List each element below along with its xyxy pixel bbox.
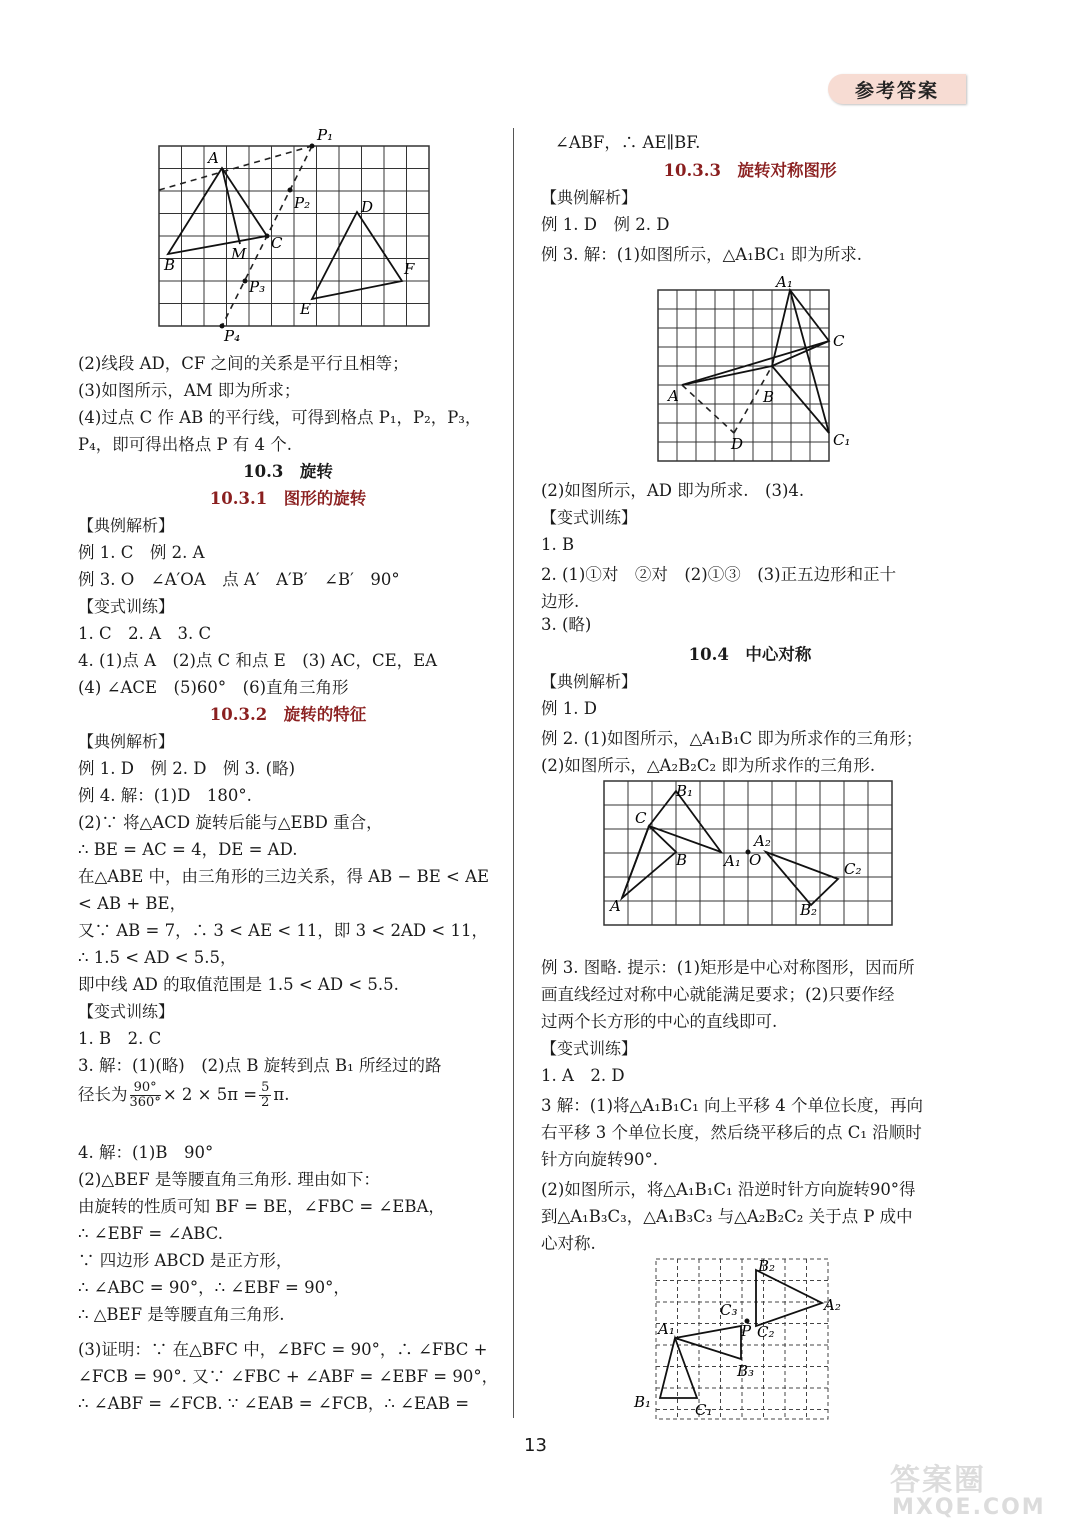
text-line: 例 3. 解：(1)如图所示，△A₁BC₁ 即为所求. — [541, 245, 862, 264]
label-d: D — [731, 435, 744, 453]
page-number: 13 — [524, 1435, 547, 1456]
tag-practice: 【变式训练】 — [541, 1039, 638, 1058]
text-line: 1. C 2. A 3. C — [78, 624, 212, 643]
tag-practice: 【变式训练】 — [541, 508, 638, 527]
text-line: ∴ BE = AC = 4，DE = AD. — [78, 840, 298, 859]
text-line: 4. 解：(1)B 90° — [78, 1143, 214, 1162]
text-line: 例 1. C 例 2. A — [78, 543, 205, 562]
tag-examples: 【典例解析】 — [541, 672, 638, 691]
fraction-90-360 — [130, 1081, 161, 1110]
label-b: B — [676, 851, 688, 869]
text-line: (4)过点 C 作 AB 的平行线，可得到格点 P₁，P₂，P₃， — [78, 408, 482, 427]
text-line: ∴ ∠ABC = 90°，∴ ∠EBF = 90°， — [78, 1278, 350, 1297]
text-line: (4) ∠ACE (5)60° (6)直角三角形 — [78, 678, 349, 697]
label-c1: C₁ — [833, 431, 851, 449]
fraction-denominator: 2 — [261, 1095, 270, 1110]
section-tab-answers: 参考答案 — [828, 74, 966, 104]
label-a1: A₁ — [658, 1320, 675, 1338]
label-b2: B₂ — [758, 1257, 776, 1275]
label-a2: A₂ — [754, 832, 771, 850]
text-line: ∴ ∠ABF = ∠FCB. ∵ ∠EAB = ∠FCB，∴ ∠EAB = — [78, 1394, 470, 1413]
text-line: 1. A 2. D — [541, 1066, 625, 1085]
fraction-5-2 — [259, 1081, 271, 1110]
label-p4: P₄ — [224, 327, 241, 345]
text-line: 例 3. 图略. 提示：(1)矩形是中心对称图形，因而所 — [541, 958, 915, 977]
text-line: 4. (1)点 A (2)点 C 和点 E (3) AC，CE，EA — [78, 651, 438, 670]
figure-translation-grid — [150, 126, 440, 348]
tag-practice: 【变式训练】 — [78, 597, 175, 616]
text-line: 例 4. 解：(1)D 180°. — [78, 786, 252, 805]
label-c: C — [635, 809, 647, 827]
text-line: (3)证明：∵ 在△BFC 中，∠BFC = 90°，∴ ∠FBC + — [78, 1340, 488, 1359]
label-m: M — [231, 245, 247, 263]
tag-practice: 【变式训练】 — [78, 1002, 175, 1021]
fraction-denominator: 360° — [129, 1095, 161, 1110]
text-line: 画直线经过对称中心就能满足要求；(2)只要作经 — [541, 985, 895, 1004]
label-c: C — [271, 234, 283, 252]
text-line: (2)如图所示，将△A₁B₁C₁ 沿逆时针方向旋转90°得 — [541, 1180, 916, 1199]
fraction-numerator: 5 — [261, 1080, 270, 1095]
column-divider — [513, 128, 514, 1418]
text-line: (2)如图所示，△A₂B₂C₂ 即为所求作的三角形. — [541, 756, 876, 775]
text-line: 3. (略) — [541, 615, 592, 634]
tag-examples: 【典例解析】 — [541, 188, 638, 207]
text-line: 例 1. D 例 2. D — [541, 215, 670, 234]
label-a2: A₂ — [824, 1296, 841, 1314]
text-line: ∴ 1.5 < AD < 5.5， — [78, 948, 237, 967]
label-o: O — [749, 851, 762, 869]
fraction-numerator: 90° — [130, 1081, 161, 1096]
label-a: A — [208, 149, 219, 167]
tag-examples: 【典例解析】 — [78, 732, 175, 751]
label-a: A — [610, 897, 621, 915]
label-p2: P₂ — [294, 194, 311, 212]
text-line: 例 1. D 例 2. D 例 3. (略) — [78, 759, 296, 778]
figure-dashed-grid — [630, 1255, 850, 1425]
section-title-10-3-1: 10.3.1 图形的旋转 — [209, 489, 367, 508]
label-a1: A₁ — [776, 273, 793, 291]
text-line: 针方向旋转90°. — [541, 1150, 658, 1169]
label-c1: C₁ — [695, 1401, 713, 1419]
text-line: 即中线 AD 的取值范围是 1.5 < AD < 5.5. — [78, 975, 399, 994]
text-line: 例 2. (1)如图所示，△A₁B₁C 即为所求作的三角形； — [541, 729, 923, 748]
figure-central-symmetry-grid — [598, 775, 898, 935]
text-line: 3. 解：(1)(略) (2)点 B 旋转到点 B₁ 所经过的路 — [78, 1056, 442, 1075]
text-line: 过两个长方形的中心的直线即可. — [541, 1012, 778, 1031]
label-b2: B₂ — [800, 901, 818, 919]
label-b3: B₃ — [737, 1362, 755, 1380]
label-b1: B₁ — [634, 1393, 652, 1411]
text-line: (2)线段 AD，CF 之间的关系是平行且相等； — [78, 354, 409, 373]
text-line: 例 3. O ∠A′OA 点 A′ A′B′ ∠B′ 90° — [78, 570, 400, 589]
text-line: ∵ 四边形 ABCD 是正方形， — [78, 1251, 293, 1270]
text-line: 1. B — [541, 535, 575, 554]
figure-rotation-grid — [640, 268, 860, 468]
text-line: 边形. — [541, 592, 580, 611]
label-f: F — [404, 260, 415, 278]
label-b: B — [164, 256, 176, 274]
formula-middle: × 2 × 5π = — [162, 1085, 258, 1104]
text-line: ∠ABF，∴ AE∥BF. — [555, 133, 701, 152]
label-p: P — [741, 1322, 752, 1340]
label-b1: B₁ — [676, 782, 694, 800]
tag-examples: 【典例解析】 — [78, 516, 175, 535]
label-c3: C₃ — [720, 1301, 738, 1319]
formula-prefix: 径长为 — [78, 1085, 128, 1104]
label-a: A — [668, 387, 679, 405]
formula-line — [78, 1080, 290, 1114]
text-line: 例 1. D — [541, 699, 597, 718]
text-line: 到△A₁B₃C₃，△A₁B₃C₃ 与△A₂B₂C₂ 关于点 P 成中 — [541, 1207, 913, 1226]
label-a1: A₁ — [724, 852, 741, 870]
text-line: 由旋转的性质可知 BF = BE，∠FBC = ∠EBA， — [78, 1197, 445, 1216]
formula-end: π. — [273, 1085, 290, 1104]
section-title-10-3-2: 10.3.2 旋转的特征 — [209, 705, 367, 724]
text-line: (2)如图所示，AD 即为所求. (3)4. — [541, 481, 805, 500]
text-line: ∴ △BEF 是等腰直角三角形. — [78, 1305, 285, 1324]
text-line: 右平移 3 个单位长度，然后绕平移后的点 C₁ 沿顺时 — [541, 1123, 922, 1142]
text-line: (2)∵ 将△ACD 旋转后能与△EBD 重合， — [78, 813, 383, 832]
section-title-10-3-3: 10.3.3 旋转对称图形 — [663, 161, 837, 180]
label-b: B — [763, 388, 775, 406]
text-line: ∠FCB = 90°. 又∵ ∠FBC + ∠ABF = ∠EBF = 90°， — [78, 1367, 499, 1386]
text-line: ∴ ∠EBF = ∠ABC. — [78, 1224, 223, 1243]
watermark-logo: 答案圈 — [890, 1463, 986, 1498]
text-line: 心对称. — [541, 1234, 596, 1253]
text-line: (2)△BEF 是等腰直角三角形. 理由如下： — [78, 1170, 380, 1189]
text-line: 又∵ AB = 7，∴ 3 < AE < 11，即 3 < 2AD < 11， — [78, 921, 488, 940]
text-line: < AB + BE， — [78, 894, 187, 913]
text-line: 2. (1)①对 ②对 (2)①③ (3)正五边形和正十 — [541, 565, 897, 584]
watermark-url: MXQE.COM — [892, 1495, 1046, 1520]
label-p3: P₃ — [249, 278, 266, 296]
label-c2: C₂ — [844, 860, 862, 878]
section-title-10-4: 10.4 中心对称 — [688, 645, 812, 664]
text-line: 1. B 2. C — [78, 1029, 162, 1048]
label-e: E — [300, 300, 311, 318]
text-line: P₄，即可得出格点 P 有 4 个. — [78, 435, 293, 454]
label-c: C — [833, 332, 845, 350]
text-line: 3 解：(1)将△A₁B₁C₁ 向上平移 4 个单位长度，再向 — [541, 1096, 924, 1115]
text-line: (3)如图所示，AM 即为所求； — [78, 381, 301, 400]
label-d: D — [361, 198, 374, 216]
label-p1: P₁ — [317, 126, 334, 144]
label-c2: C₂ — [757, 1323, 775, 1341]
text-line: 在△ABE 中，由三角形的三边关系，得 AB − BE < AE — [78, 867, 490, 886]
section-title-10-3: 10.3 旋转 — [243, 462, 333, 481]
